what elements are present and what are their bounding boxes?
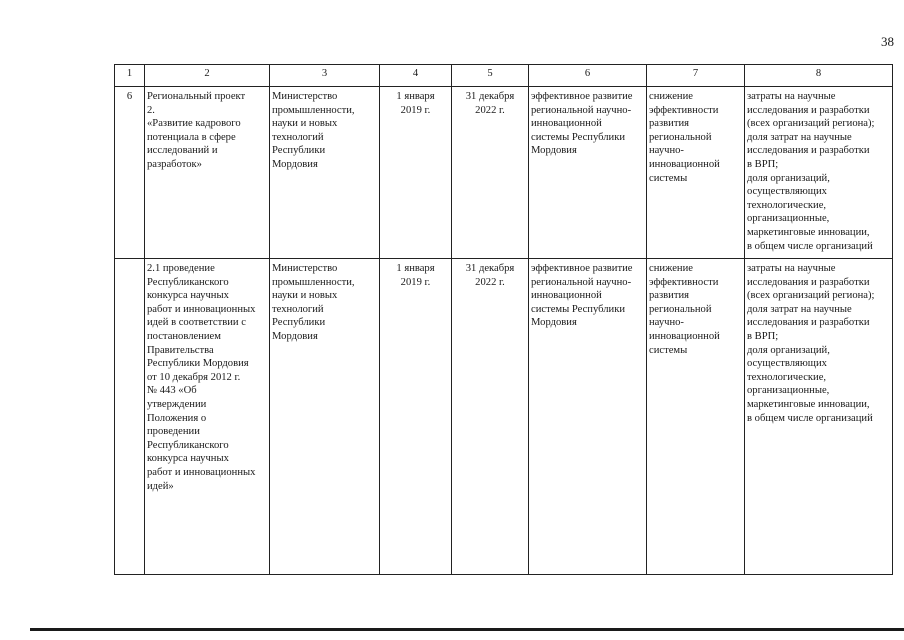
header-col-5: 5 [452, 65, 529, 87]
project-name-cell: Региональный проект 2. «Развитие кадрового потенциала в сфере исследований и разработок» [145, 87, 270, 259]
table-row [115, 259, 893, 575]
header-col-8: 8 [745, 65, 893, 87]
indicators-cell: затраты на научные исследования и разработки (всех организаций региона); доля затрат на научные исследования и разработки в ВРП; доля организаций, осуществляющих технологические, организационные, маркетинговые инновации, в общем числе организаций [745, 87, 893, 259]
program-table [114, 64, 893, 575]
executor-cell: Министерство промышленности, науки и новых технологий Республики Мордовия [270, 87, 380, 259]
table-row [115, 87, 893, 259]
consequence-cell: снижение эффективности развития региональной научно- инновационной системы [647, 87, 745, 259]
header-col-4: 4 [380, 65, 452, 87]
start-date-cell: 1 января 2019 г. [380, 259, 452, 575]
header-col-1: 1 [115, 65, 145, 87]
header-col-6: 6 [529, 65, 647, 87]
header-col-2: 2 [145, 65, 270, 87]
expected-result-cell: эффективное развитие региональной научно- инновационной системы Республики Мордовия [529, 87, 647, 259]
row-number-cell [115, 259, 145, 575]
page-number: 38 [881, 34, 894, 49]
end-date-cell: 31 декабря 2022 г. [452, 87, 529, 259]
header-row [115, 65, 893, 87]
row-number-cell: 6 [115, 87, 145, 259]
executor-cell: Министерство промышленности, науки и новых технологий Республики Мордовия [270, 259, 380, 575]
project-name-cell: 2.1 проведение Республиканского конкурса научных работ и инновационных идей в соответствии с постановлением Правительства Республики Мордовия от 10 декабря 2012 г. № 443 «Об утверждении Положения о проведении Республиканского конкурса научных работ и инновационных идей» [145, 259, 270, 575]
indicators-cell: затраты на научные исследования и разработки (всех организаций региона); доля затрат на научные исследования и разработки в ВРП; доля организаций, осуществляющих технологические, организационные, маркетинговые инновации, в общем числе организаций [745, 259, 893, 575]
end-date-cell: 31 декабря 2022 г. [452, 259, 529, 575]
expected-result-cell: эффективное развитие региональной научно- инновационной системы Республики Мордовия [529, 259, 647, 575]
header-col-7: 7 [647, 65, 745, 87]
page-bottom-rule [30, 628, 904, 631]
consequence-cell: снижение эффективности развития региональной научно- инновационной системы [647, 259, 745, 575]
header-col-3: 3 [270, 65, 380, 87]
start-date-cell: 1 января 2019 г. [380, 87, 452, 259]
